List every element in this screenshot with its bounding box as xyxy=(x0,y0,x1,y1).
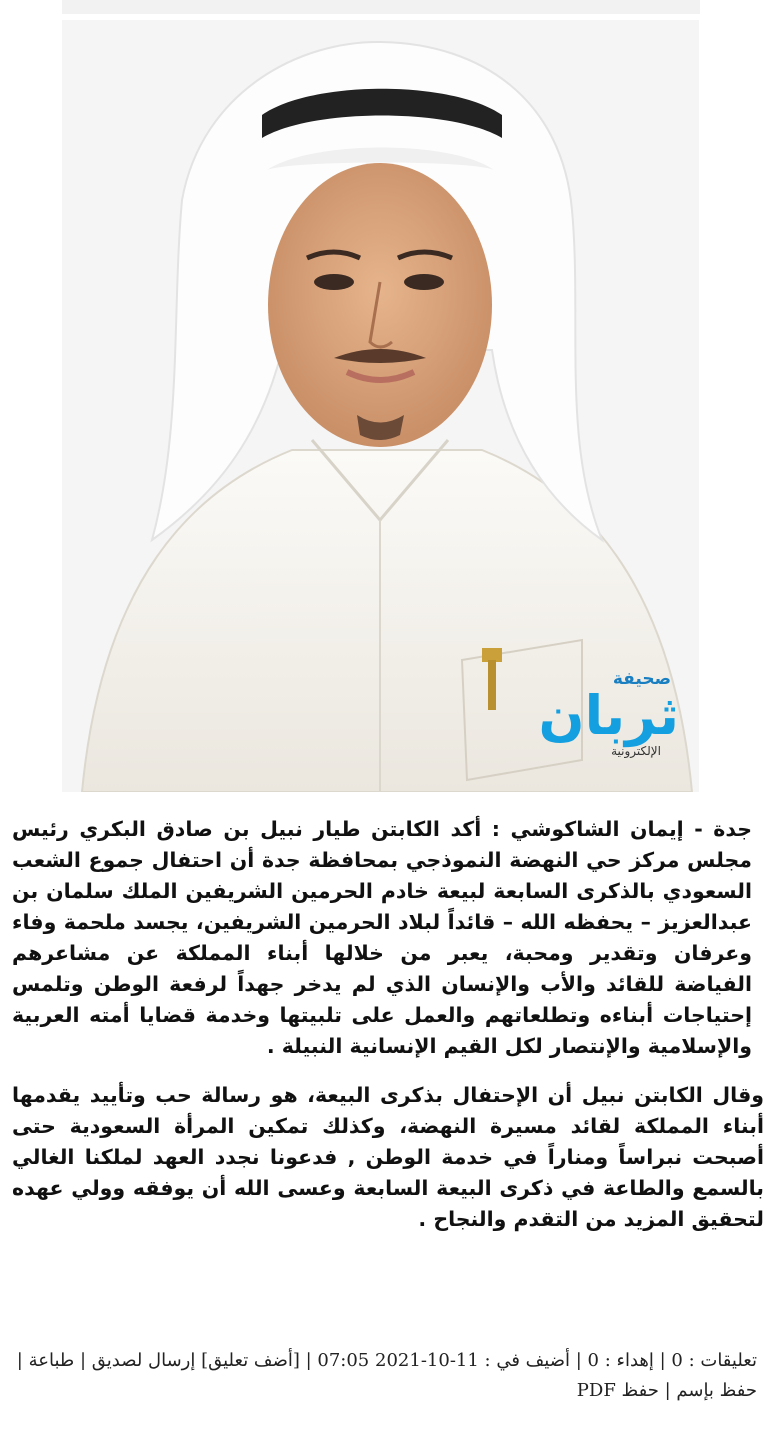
gifts-count: إهداء : 0 xyxy=(587,1350,654,1371)
article-body xyxy=(12,814,764,1235)
article-paragraph-1: جدة - إيمان الشاكوشي : أكد الكابتن طيار نبيل بن صادق البكري رئيس مجلس مركز حي النهضة النموذجي بمحافظة جدة أن احتفال جموع الشعب السعودي بالذكرى السابعة لبيعة خادم الحرمين الشريفين الملك سلمان بن عبدالعزيز – يحفظه الله – قائداً لبلاد الحرمين الشريفين، يجسد ملحمة وفاء وعرفان وتقدير ومحبة، يعبر من خلالها أبناء المملكة عن مشاعرهم الفياضة للقائد والأب والإنسان الذي لم يدخر جهداً لرفعة الوطن وتلمس إحتياجات أبناءه وتطلعاتهم والعمل على تلبيتها وخدمة قضايا أمته العربية والإسلامية والإنتصار لكل القيم الإنسانية النبيلة . xyxy=(12,817,752,1058)
logo-top-text: صحيفة xyxy=(612,669,671,689)
logo-main-text: ثربان xyxy=(538,684,679,747)
footer-separator: | xyxy=(16,1350,29,1371)
save-pdf-link[interactable]: حفظ PDF xyxy=(576,1380,659,1401)
top-strip xyxy=(62,0,700,14)
footer-separator: | xyxy=(299,1350,318,1371)
footer-separator: | xyxy=(653,1350,672,1371)
add-comment-link[interactable]: [أضف تعليق] xyxy=(201,1350,300,1371)
newspaper-logo xyxy=(529,670,679,770)
added-date: أضيف في : 11-10-2021 07:05 xyxy=(317,1350,570,1371)
print-link[interactable]: طباعة xyxy=(28,1350,75,1371)
footer-separator: | xyxy=(658,1380,677,1401)
save-as-link[interactable]: حفظ بإسم xyxy=(676,1380,757,1401)
article-photo xyxy=(62,20,699,792)
send-to-friend-link[interactable]: إرسال لصديق xyxy=(91,1350,196,1371)
footer-separator: | xyxy=(74,1350,92,1371)
article-paragraph-2: وقال الكابتن نبيل أن الإحتفال بذكرى البيعة، هو رسالة حب وتأييد يقدمها أبناء المملكة لقائد مسيرة النهضة، وكذلك تمكين المرأة السعودية حتى أصبحت نبراساً ومناراً في خدمة الوطن , فدعونا نجدد العهد لملكنا الغالي بالسمع والطاعة في ذكرى البيعة السابعة وعسى الله أن يوفقه وولي عهده لتحقيق المزيد من التقدم والنجاح . xyxy=(12,1083,764,1231)
logo-sub-text: الإلكترونية xyxy=(611,744,661,758)
footer-separator: | xyxy=(570,1350,588,1371)
article-footer xyxy=(12,1346,757,1406)
comments-count: تعليقات : 0 xyxy=(671,1350,757,1371)
